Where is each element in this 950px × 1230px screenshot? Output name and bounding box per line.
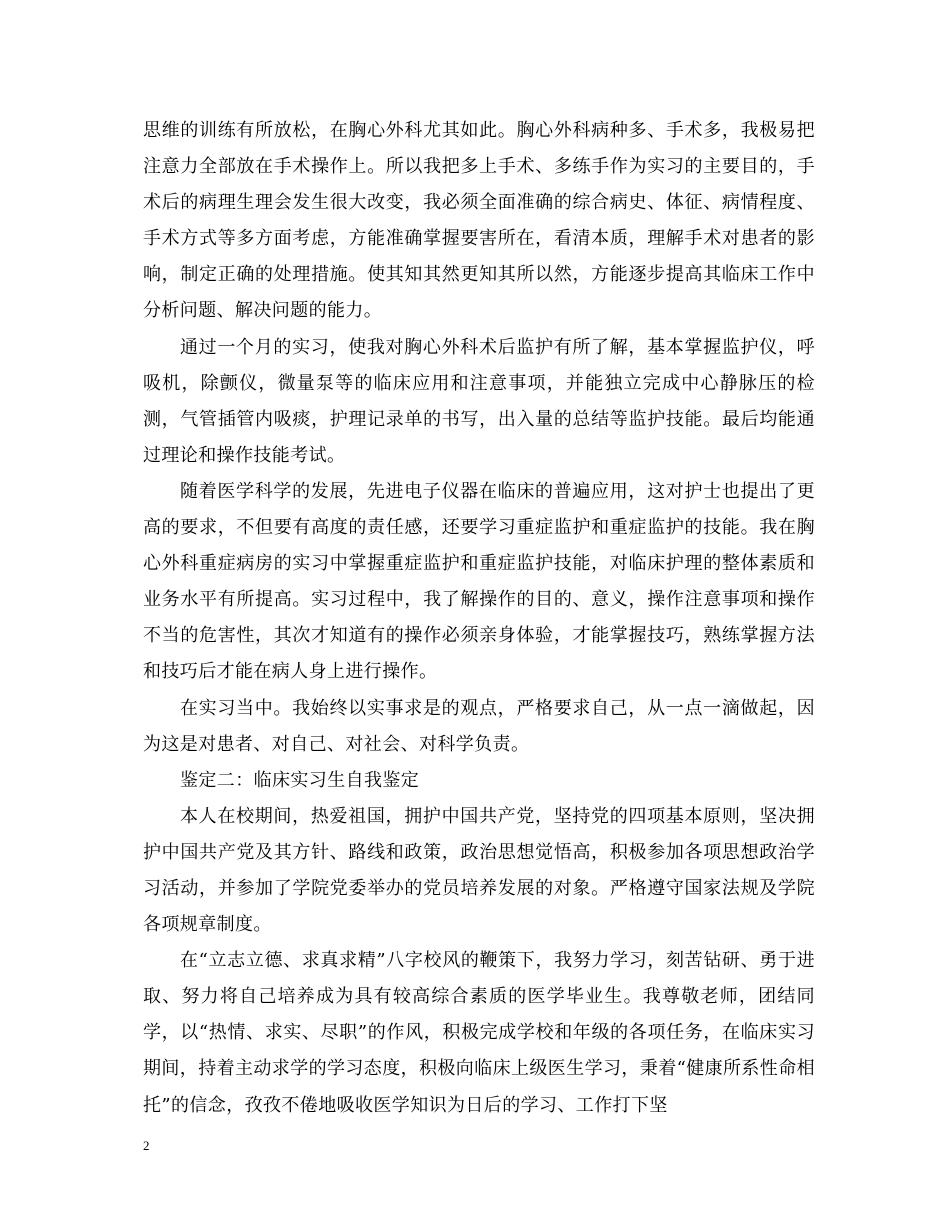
page-number: 2 xyxy=(143,1138,150,1153)
paragraph-continuation: 思维的训练有所放松，在胸心外科尤其如此。胸心外科病种多、手术多，我极易把注意力全部放在手术操作上。所以我把多上手术、多练手作为实习的主要目的，手术后的病理生理会发生很大改变，我必须全面准确的综合病史、体征、病情程度、手术方式等多方面考虑，方能准确掌握要害所在，看清本质，理解手术对患者的影响，制定正确的处理措施。使其知其然更知其所以然，方能逐步提高其临床工作中分析问题、解决问题的能力。 xyxy=(143,120,815,322)
paragraph-practical-attitude: 在实习当中。我始终以实事求是的观点，严格要求自己，从一点一滴做起，因为这是对患者、对自己、对社会、对科学负责。 xyxy=(143,697,815,755)
paragraph-medical-development: 随着医学科学的发展，先进电子仪器在临床的普遍应用，这对护士也提出了更高的要求，不但要有高度的责任感，还要学习重症监护和重症监护的技能。我在胸心外科重症病房的实习中掌握重症监护和重症监护技能，对临床护理的整体素质和业务水平有所提高。实习过程中，我了解操作的目的、意义，操作注意事项和操作不当的危害性，其次才知道有的操作必须亲身体验，才能掌握技巧，熟练掌握方法和技巧后才能在病人身上进行操作。 xyxy=(143,480,815,683)
document-body xyxy=(143,113,815,1124)
section-heading: 鉴定二：临床实习生自我鉴定 xyxy=(180,769,420,791)
paragraph-study-attitude: 在“立志立德、求真求精”八字校风的鞭策下，我努力学习，刻苦钻研、勇于进取、努力将自己培养成为具有较高综合素质的医学毕业生。我尊敬老师，团结同学，以“热情、求实、尽职”的作风，积极完成学校和年级的各项任务，在临床实习期间，持着主动求学的学习态度，积极向临床上级医生学习，秉着“健康所系性命相托”的信念，孜孜不倦地吸收医学知识为日后的学习、工作打下坚 xyxy=(143,950,815,1116)
paragraph-monitoring-skills: 通过一个月的实习，使我对胸心外科术后监护有所了解，基本掌握监护仪，呼吸机，除颤仪，微量泵等的临床应用和注意事项，并能独立完成中心静脉压的检测，气管插管内吸痰，护理记录单的书写，出入量的总结等监护技能。最后均能通过理论和操作技能考试。 xyxy=(143,336,815,466)
paragraph-political-conduct: 本人在校期间，热爱祖国，拥护中国共产党，坚持党的四项基本原则，坚决拥护中国共产党及其方针、路线和政策，政治思想觉悟高，积极参加各项思想政治学习活动，并参加了学院党委举办的党员培养发展的对象。严格遵守国家法规及学院各项规章制度。 xyxy=(143,805,815,936)
